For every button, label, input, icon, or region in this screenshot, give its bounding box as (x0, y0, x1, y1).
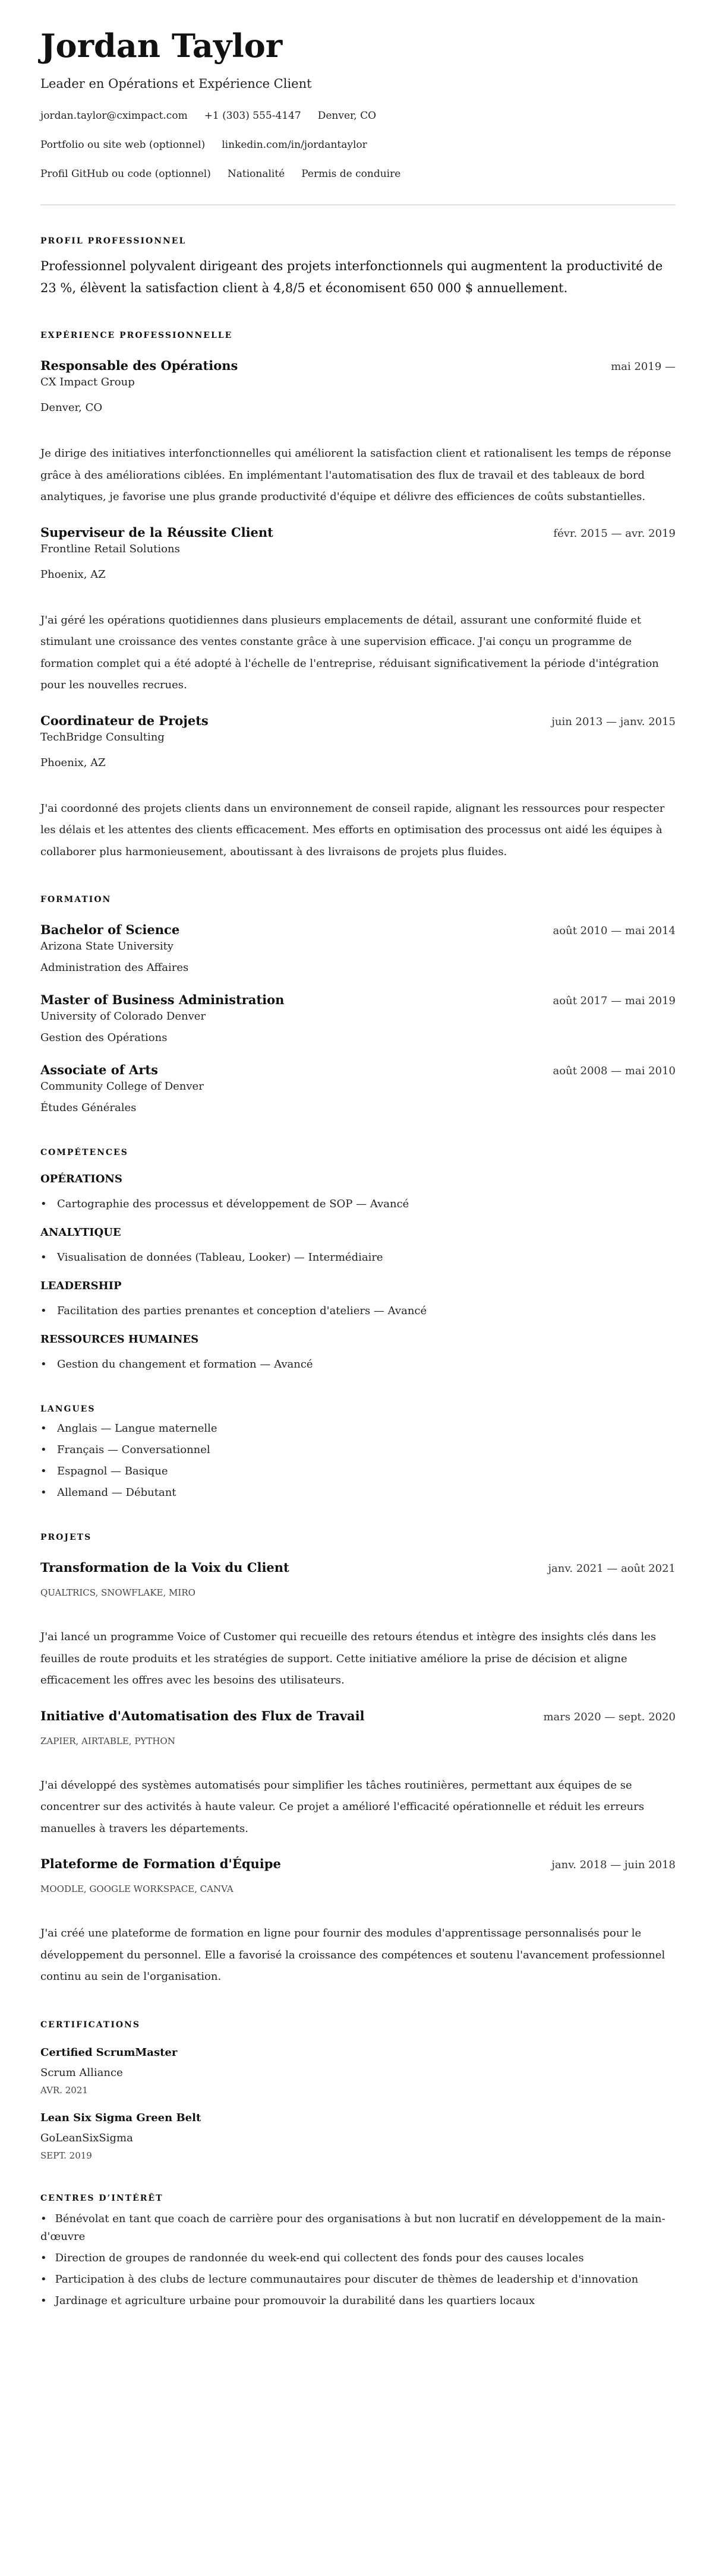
education-dates: août 2017 — mai 2019 (553, 995, 676, 1007)
certifications-section (40, 2019, 676, 2162)
project-tech: MOODLE, GOOGLE WORKSPACE, CANVA (40, 1884, 234, 1894)
contact-linkedin[interactable]: linkedin.com/in/jordantaylor (222, 139, 367, 151)
language-text: Espagnol — Basique (57, 1465, 168, 1477)
language-item (40, 1464, 676, 1479)
skill-group-title: ANALYTIQUE (40, 1226, 121, 1239)
field-of-study: Gestion des Opérations (40, 1031, 168, 1044)
bullet-icon: • (40, 1486, 47, 1499)
skill-group-title: OPÉRATIONS (40, 1173, 122, 1185)
interest-text: Participation à des clubs de lecture communautaires pour discuter de thèmes de leadership et d'innovation (55, 2273, 639, 2286)
school: Community College of Denver (40, 1080, 204, 1093)
company: Frontline Retail Solutions (40, 542, 180, 555)
contact-row (40, 138, 676, 151)
project-entry (40, 1559, 676, 1692)
job-description: Je dirige des initiatives interfonctionnelles qui améliorent la satisfaction client et rationalisent les temps de réponse grâce à des améliorations ciblées. En implémentant l'automatisation des flux de travail et des tableaux de bord analytiques, je favorise une plus grande productivité d'équipe et délivre des efficiences de coûts substantielles. (40, 447, 671, 503)
bullet-icon: • (40, 1465, 47, 1477)
bullet-icon: • (40, 2273, 47, 2286)
job-dates: févr. 2015 — avr. 2019 (553, 527, 676, 540)
job-description: J'ai géré les opérations quotidiennes dans plusieurs emplacements de détail, assurant une conformité fluide et stimulant une croissance des ventes constante grâce à une supervision efficace. J'ai conçu un programme de formation complet qui a été adopté à l'échelle de l'entreprise, réduisant significativement la période d'intégration pour les nouvelles recrues. (40, 613, 659, 691)
skill-text: Gestion du changement et formation — Avancé (57, 1358, 313, 1371)
profile-section (40, 235, 676, 299)
certification-issuer: GoLeanSixSigma (40, 2131, 133, 2144)
project-entry (40, 1707, 676, 1840)
bullet-icon: • (40, 1251, 47, 1264)
skills-section (40, 1147, 676, 1372)
degree: Associate of Arts (40, 1062, 158, 1077)
project-title: Transformation de la Voix du Client (40, 1560, 289, 1575)
section-heading: PROJETS (40, 1533, 92, 1542)
project-description: J'ai développé des systèmes automatisés pour simplifier les tâches routinières, permettant aux équipes de se concentrer sur des activités à haute valeur. Ce projet a amélioré l'efficacité opérationnelle et réduit les erreurs manuelles à travers les départements. (40, 1778, 645, 1835)
contact-portfolio[interactable]: Portfolio ou site web (optionnel) (40, 139, 206, 151)
education-dates: août 2008 — mai 2010 (553, 1065, 676, 1077)
degree: Bachelor of Science (40, 922, 180, 937)
project-tech: ZAPIER, AIRTABLE, PYTHON (40, 1735, 175, 1746)
contact-email[interactable]: jordan.taylor@cximpact.com (40, 110, 188, 122)
section-heading: PROFIL PROFESSIONNEL (40, 236, 187, 246)
project-description: J'ai créé une plateforme de formation en ligne pour fournir des modules d'apprentissage personnalisés pour le développement du personnel. Elle a favorisé la croissance des compétences et soutenu l'avancement professionnel continu au sein de l'organisation. (40, 1927, 665, 1983)
job-title: Superviseur de la Réussite Client (40, 524, 273, 540)
job-description: J'ai coordonné des projets clients dans un environnement de conseil rapide, alignant les ressources pour respecter les délais et les attentes des clients efficacement. Mes efforts en optimisation des processus ont aidé les équipes à collaborer plus harmonieusement, aboutissant à des livraisons de projets plus fluides. (40, 802, 665, 858)
skill-group-title: LEADERSHIP (40, 1280, 122, 1292)
contact-row (40, 109, 676, 122)
project-description: J'ai lancé un programme Voice of Customer qui recueille des retours étendus et intègre des insights clés dans les feuilles de route produits et les stratégies de support. Cette initiative améliore la prise de décision et aligne efficacement les offres avec les besoins des utilisateurs. (40, 1631, 657, 1686)
bullet-icon: • (40, 1305, 47, 1317)
company: TechBridge Consulting (40, 730, 165, 743)
section-heading: EXPÉRIENCE PROFESSIONNELLE (40, 331, 233, 340)
job-dates: juin 2013 — janv. 2015 (551, 715, 676, 728)
skill-text: Facilitation des parties prenantes et conception d'ateliers — Avancé (57, 1305, 427, 1317)
certification-entry (40, 2044, 676, 2096)
header-divider (40, 204, 676, 205)
company: CX Impact Group (40, 376, 135, 388)
job-location: Phoenix, AZ (40, 756, 106, 769)
education-entry (40, 921, 676, 976)
certification-name: Lean Six Sigma Green Belt (40, 2111, 201, 2124)
section-heading: COMPÉTENCES (40, 1148, 128, 1157)
degree: Master of Business Administration (40, 992, 285, 1007)
bullet-icon: • (40, 1444, 47, 1456)
bullet-icon: • (40, 2251, 47, 2264)
interest-text: Jardinage et agriculture urbaine pour promouvoir la durabilité dans les quartiers locaux (55, 2294, 535, 2307)
section-heading: FORMATION (40, 895, 112, 904)
contact-license: Permis de conduire (301, 168, 401, 180)
experience-entry (40, 357, 676, 508)
interest-item (40, 2271, 676, 2289)
certification-date: SEPT. 2019 (40, 2150, 92, 2161)
bullet-icon: • (40, 2294, 47, 2307)
contact-row (40, 167, 676, 181)
language-item (40, 1442, 676, 1458)
skill-item (40, 1303, 676, 1319)
contact-nationality: Nationalité (227, 168, 285, 180)
skill-text: Cartographie des processus et développement de SOP — Avancé (57, 1198, 409, 1210)
skill-text: Visualisation de données (Tableau, Looker) — Intermédiaire (57, 1251, 383, 1264)
candidate-name: Jordan Taylor (40, 27, 283, 65)
projects-section (40, 1531, 676, 1988)
education-entry (40, 1061, 676, 1116)
section-heading: CENTRES D’INTÉRÊT (40, 2193, 163, 2203)
project-dates: janv. 2021 — août 2021 (548, 1562, 676, 1575)
skill-item (40, 1197, 676, 1212)
experience-entry (40, 712, 676, 863)
project-dates: mars 2020 — sept. 2020 (543, 1710, 676, 1723)
skill-group-title: RESSOURCES HUMAINES (40, 1333, 199, 1346)
field-of-study: Administration des Affaires (40, 961, 189, 974)
section-heading: LANGUES (40, 1404, 96, 1414)
experience-section (40, 330, 676, 863)
interest-text: Bénévolat en tant que coach de carrière pour des organisations à but non lucratif en développement de la main-d'œuvre (40, 2212, 665, 2243)
candidate-headline: Leader en Opérations et Expérience Client (40, 77, 312, 91)
language-text: Français — Conversationnel (57, 1444, 210, 1456)
job-location: Phoenix, AZ (40, 568, 106, 581)
job-title: Coordinateur de Projets (40, 713, 209, 728)
profile-summary: Professionnel polyvalent dirigeant des projets interfonctionnels qui augmentent la productivité de 23 %, élèvent la satisfaction client à 4,8/5 et économisent 650 000 $ annuellement. (40, 259, 663, 295)
language-item (40, 1421, 676, 1436)
education-dates: août 2010 — mai 2014 (553, 925, 676, 937)
project-tech: QUALTRICS, SNOWFLAKE, MIRO (40, 1587, 195, 1598)
education-section (40, 894, 676, 1116)
job-location: Denver, CO (40, 401, 103, 414)
certification-name: Certified ScrumMaster (40, 2046, 178, 2059)
contact-phone[interactable]: +1 (303) 555-4147 (204, 110, 301, 122)
interests-section (40, 2192, 676, 2310)
job-title: Responsable des Opérations (40, 358, 238, 373)
school: University of Colorado Denver (40, 1010, 206, 1023)
bullet-icon: • (40, 1198, 47, 1210)
language-item (40, 1485, 676, 1501)
contact-github[interactable]: Profil GitHub ou code (optionnel) (40, 168, 211, 180)
project-dates: janv. 2018 — juin 2018 (551, 1859, 676, 1871)
bullet-icon: • (40, 1422, 47, 1435)
languages-section (40, 1403, 676, 1501)
contact-location: Denver, CO (317, 110, 377, 122)
bullet-icon: • (40, 2212, 47, 2225)
experience-entry (40, 524, 676, 697)
certification-issuer: Scrum Alliance (40, 2066, 123, 2079)
skill-item (40, 1357, 676, 1372)
education-entry (40, 991, 676, 1046)
project-entry (40, 1855, 676, 1988)
certification-entry (40, 2109, 676, 2162)
interest-item (40, 2292, 676, 2310)
project-title: Initiative d'Automatisation des Flux de Travail (40, 1708, 365, 1723)
language-text: Allemand — Débutant (57, 1486, 176, 1499)
resume-header (40, 26, 676, 181)
interest-text: Direction de groupes de randonnée du week-end qui collectent des fonds pour des causes locales (55, 2251, 584, 2264)
interest-item (40, 2249, 676, 2267)
project-title: Plateforme de Formation d'Équipe (40, 1856, 281, 1871)
section-heading: CERTIFICATIONS (40, 2020, 140, 2030)
language-text: Anglais — Langue maternelle (57, 1422, 217, 1435)
certification-date: AVR. 2021 (40, 2084, 88, 2096)
job-dates: mai 2019 — (611, 360, 676, 373)
interest-item (40, 2210, 676, 2246)
skill-item (40, 1250, 676, 1265)
field-of-study: Études Générales (40, 1102, 137, 1114)
school: Arizona State University (40, 940, 173, 952)
bullet-icon: • (40, 1358, 47, 1371)
